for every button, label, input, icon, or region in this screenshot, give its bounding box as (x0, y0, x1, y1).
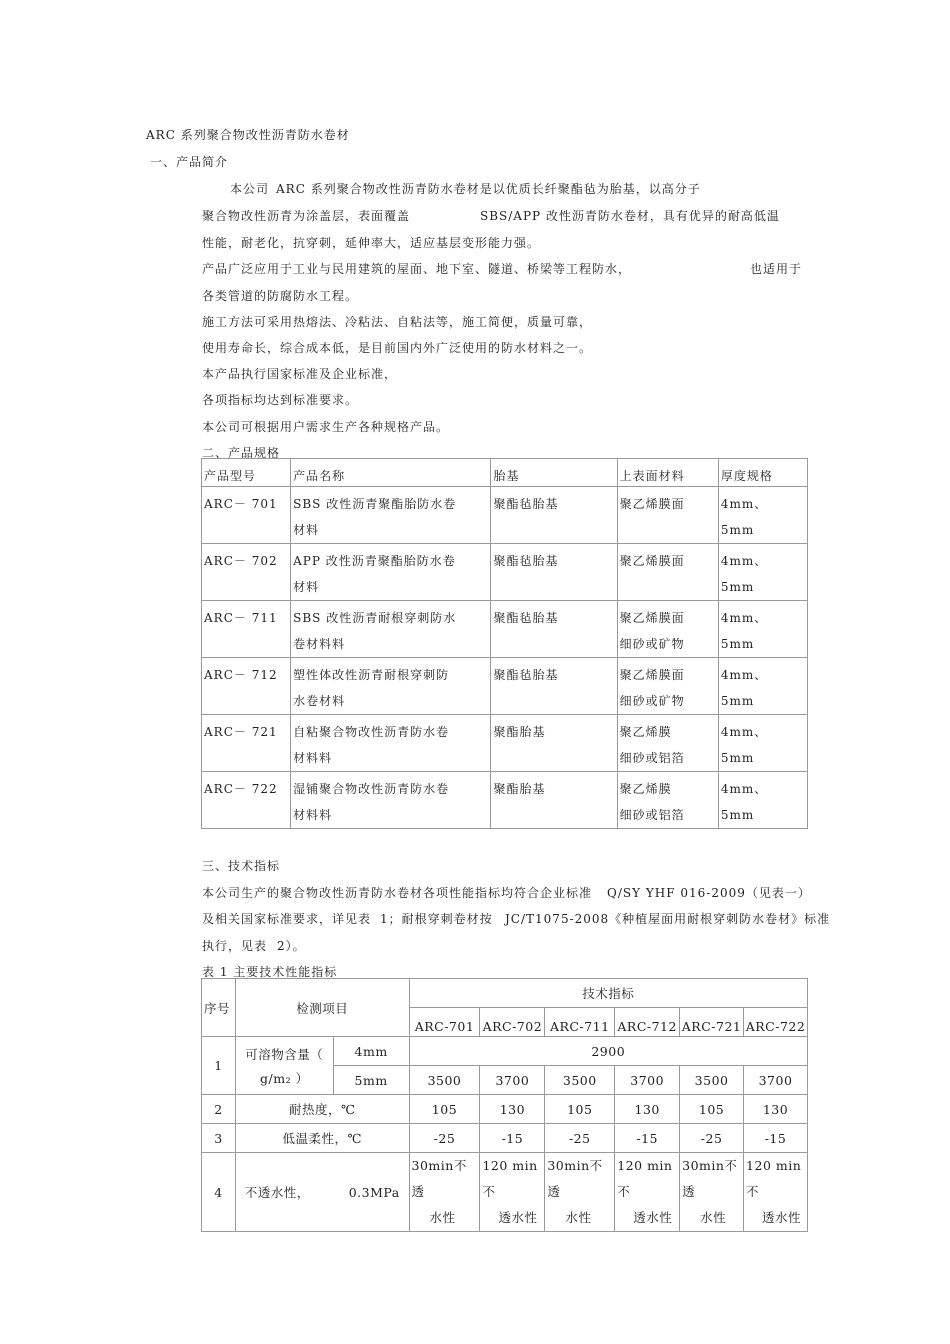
cell-value: 2900 (409, 1037, 807, 1066)
row-item-condition: 0.3MPa (348, 1185, 400, 1200)
cell-value: 130 (744, 1095, 808, 1124)
header-model: 产品型号 (202, 459, 291, 487)
cell-value: 130 (615, 1095, 680, 1124)
cell-value: -15 (480, 1124, 545, 1153)
cell-thickness: 4mm、 5mm (720, 725, 768, 765)
cell-model: ARC－ 701 (204, 497, 278, 511)
header-thickness: 厚度规格 (718, 459, 807, 487)
header-no: 序号 (202, 979, 236, 1037)
cell-surface-cont: 细砂或铝箔 (619, 808, 685, 822)
table-row (202, 601, 808, 658)
cell-value: 130 (480, 1095, 545, 1124)
table-header-row (202, 459, 808, 487)
cell-value: 105 (680, 1095, 744, 1124)
cell-surface-cont: 细砂或矿物 (619, 694, 685, 708)
row-item: 低温柔性，℃ (235, 1124, 409, 1153)
cell-name: APP 改性沥青聚酯胎防水卷 (293, 554, 456, 568)
tech-table (201, 978, 808, 1232)
header-model: ARC-711 (545, 1008, 615, 1037)
cell-name-cont: 材料料 (293, 808, 333, 822)
intro-line-10: 本公司可根据用户需求生产各种规格产品。 (202, 420, 450, 434)
row-no: 3 (202, 1124, 236, 1153)
table-row (202, 1095, 808, 1124)
header-surface: 上表面材料 (617, 459, 718, 487)
header-model: ARC-712 (615, 1008, 680, 1037)
intro-line-8: 本产品执行国家标准及企业标准， (202, 367, 398, 381)
cell-base: 聚酯毡胎基 (493, 554, 559, 568)
cell-value: 105 (409, 1095, 480, 1124)
intro-line-6: 施工方法可采用热熔法、冷粘法、自粘法等，施工简便，质量可靠， (202, 315, 593, 329)
table-row (202, 544, 808, 601)
row-no: 1 (202, 1037, 236, 1095)
cell-value: 3500 (680, 1066, 744, 1095)
cell-value: 3700 (480, 1066, 545, 1095)
cell-value-cont: 水性 (429, 1210, 456, 1225)
row-item-unit: g/m₂ ） (260, 1071, 309, 1086)
table-row (202, 658, 808, 715)
cell-base: 聚酯胎基 (493, 782, 546, 796)
cell-value-cont: 透水性 (498, 1210, 538, 1225)
cell-name-cont: 材料 (293, 580, 320, 594)
cell-thickness: 4mm、 5mm (720, 668, 768, 708)
section-heading-tech: 三、技术指标 (202, 859, 281, 873)
cell-value: 30min不 透 (682, 1158, 738, 1199)
cell-base: 聚酯胎基 (493, 725, 546, 739)
tech-line-2b: 1；耐根穿刺卷材按 (380, 912, 493, 926)
document-title: ARC 系列聚合物改性沥青防水卷材 (146, 128, 350, 142)
header-group: 技术指标 (409, 979, 807, 1008)
cell-surface-cont: 细砂或铝箔 (619, 751, 685, 765)
row-sub-4mm: 4mm (333, 1037, 409, 1066)
cell-model: ARC－ 702 (204, 554, 278, 568)
cell-value-cont: 透水性 (633, 1210, 673, 1225)
cell-base: 聚酯毡胎基 (493, 611, 559, 625)
cell-surface: 聚乙烯膜面 (619, 554, 685, 568)
cell-name: SBS 改性沥青聚酯胎防水卷 (293, 497, 457, 511)
cell-surface: 聚乙烯膜面 (619, 668, 685, 682)
intro-line-5: 各类管道的防腐防水工程。 (202, 289, 359, 303)
cell-value-cont: 水性 (700, 1210, 727, 1225)
cell-name: SBS 改性沥青耐根穿刺防水 (293, 611, 457, 625)
cell-name: 湿铺聚合物改性沥青防水卷 (293, 782, 450, 796)
cell-value: -25 (409, 1124, 480, 1153)
intro-line-2a: 聚合物改性沥青为涂盖层，表面覆盖 (202, 209, 411, 223)
tech-line-1b: Q/SY YHF 016-2009（见表一） (607, 886, 811, 900)
cell-thickness: 4mm、 5mm (720, 782, 768, 822)
table-row (202, 1153, 808, 1232)
cell-surface: 聚乙烯膜 (619, 782, 672, 796)
cell-value-cont: 透水性 (762, 1210, 802, 1225)
table-row (202, 1124, 808, 1153)
cell-thickness: 4mm、 5mm (720, 497, 768, 537)
table-row (202, 1037, 808, 1066)
header-model: ARC-702 (480, 1008, 545, 1037)
tech-line-3a: 执行，见表 (202, 939, 268, 953)
header-model: ARC-722 (744, 1008, 808, 1037)
header-item: 检测项目 (235, 979, 409, 1037)
cell-model: ARC－ 712 (204, 668, 278, 682)
intro-line-7: 使用寿命长，综合成本低，是目前国内外广泛使用的防水材料之一。 (202, 341, 593, 355)
spec-table (201, 458, 808, 829)
intro-line-4a: 产品广泛应用于工业与民用建筑的屋面、地下室、隧道、桥梁等工程防水， (202, 262, 632, 276)
cell-surface: 聚乙烯膜面 (619, 611, 685, 625)
intro-line-4b: 也适用于 (750, 262, 803, 276)
cell-name: 塑性体改性沥青耐根穿刺防 (293, 668, 450, 682)
cell-base: 聚酯毡胎基 (493, 668, 559, 682)
cell-model: ARC－ 722 (204, 782, 278, 796)
cell-model: ARC－ 711 (204, 611, 278, 625)
row-item: 耐热度，℃ (235, 1095, 409, 1124)
cell-name-cont: 材料料 (293, 751, 333, 765)
cell-thickness: 4mm、 5mm (720, 554, 768, 594)
tech-line-2c: JC/T1075-2008《种植屋面用耐根穿刺防水卷材》标准 (505, 912, 831, 926)
cell-value: 3700 (615, 1066, 680, 1095)
intro-line-9: 各项指标均达到标准要求。 (202, 393, 359, 407)
cell-model: ARC－ 721 (204, 725, 278, 739)
cell-value: 30min不透 (547, 1158, 603, 1199)
header-name: 产品名称 (291, 459, 491, 487)
cell-value: -15 (615, 1124, 680, 1153)
cell-value: -25 (680, 1124, 744, 1153)
cell-surface: 聚乙烯膜 (619, 725, 672, 739)
cell-value: 30min不透 (411, 1158, 467, 1199)
cell-thickness: 4mm、 5mm (720, 611, 768, 651)
intro-lead: 本公司 (230, 182, 270, 196)
header-base: 胎基 (491, 459, 617, 487)
cell-value: 120 min不 (617, 1158, 673, 1199)
intro-line-1: ARC 系列聚合物改性沥青防水卷材是以优质长纤聚酯毡为胎基，以高分子 (276, 182, 701, 196)
row-item: 可溶物含量（ (245, 1047, 324, 1062)
table-row (202, 715, 808, 772)
section-heading-intro: 一、产品简介 (150, 155, 229, 169)
table2-caption: 表 1 主要技术性能指标 (202, 965, 338, 979)
cell-surface-cont: 细砂或矿物 (619, 637, 685, 651)
cell-name: 自粘聚合物改性沥青防水卷 (293, 725, 450, 739)
cell-base: 聚酯毡胎基 (493, 497, 559, 511)
tech-line-1a: 本公司生产的聚合物改性沥青防水卷材各项性能指标均符合企业标准 (202, 886, 593, 900)
cell-value: 120 min不 (482, 1158, 538, 1199)
table-header-row (202, 979, 808, 1008)
intro-line-3: 性能，耐老化，抗穿刺，延伸率大，适应基层变形能力强。 (202, 236, 541, 250)
cell-value-cont: 水性 (565, 1210, 592, 1225)
tech-line-2a: 及相关国家标准要求，详见表 (202, 912, 372, 926)
cell-name-cont: 水卷材料 (293, 694, 346, 708)
cell-value: 3500 (545, 1066, 615, 1095)
cell-name-cont: 材料 (293, 523, 320, 537)
cell-value: 120 min不 (746, 1158, 802, 1199)
row-item: 不透水性， (244, 1185, 310, 1200)
table-row (202, 772, 808, 829)
intro-line-2b: SBS/APP 改性沥青防水卷材，具有优异的耐高低温 (480, 209, 780, 223)
header-model: ARC-701 (409, 1008, 480, 1037)
cell-name-cont: 卷材料料 (293, 637, 346, 651)
cell-value: 3500 (409, 1066, 480, 1095)
cell-value: 3700 (744, 1066, 808, 1095)
cell-value: -25 (545, 1124, 615, 1153)
row-sub-5mm: 5mm (333, 1066, 409, 1095)
row-no: 4 (202, 1153, 236, 1232)
cell-surface: 聚乙烯膜面 (619, 497, 685, 511)
table-row (202, 487, 808, 544)
tech-line-3b: 2）。 (277, 939, 306, 953)
header-model: ARC-721 (680, 1008, 744, 1037)
cell-value: -15 (744, 1124, 808, 1153)
section-heading-specs: 二、产品规格 (202, 446, 281, 460)
row-no: 2 (202, 1095, 236, 1124)
cell-value: 105 (545, 1095, 615, 1124)
